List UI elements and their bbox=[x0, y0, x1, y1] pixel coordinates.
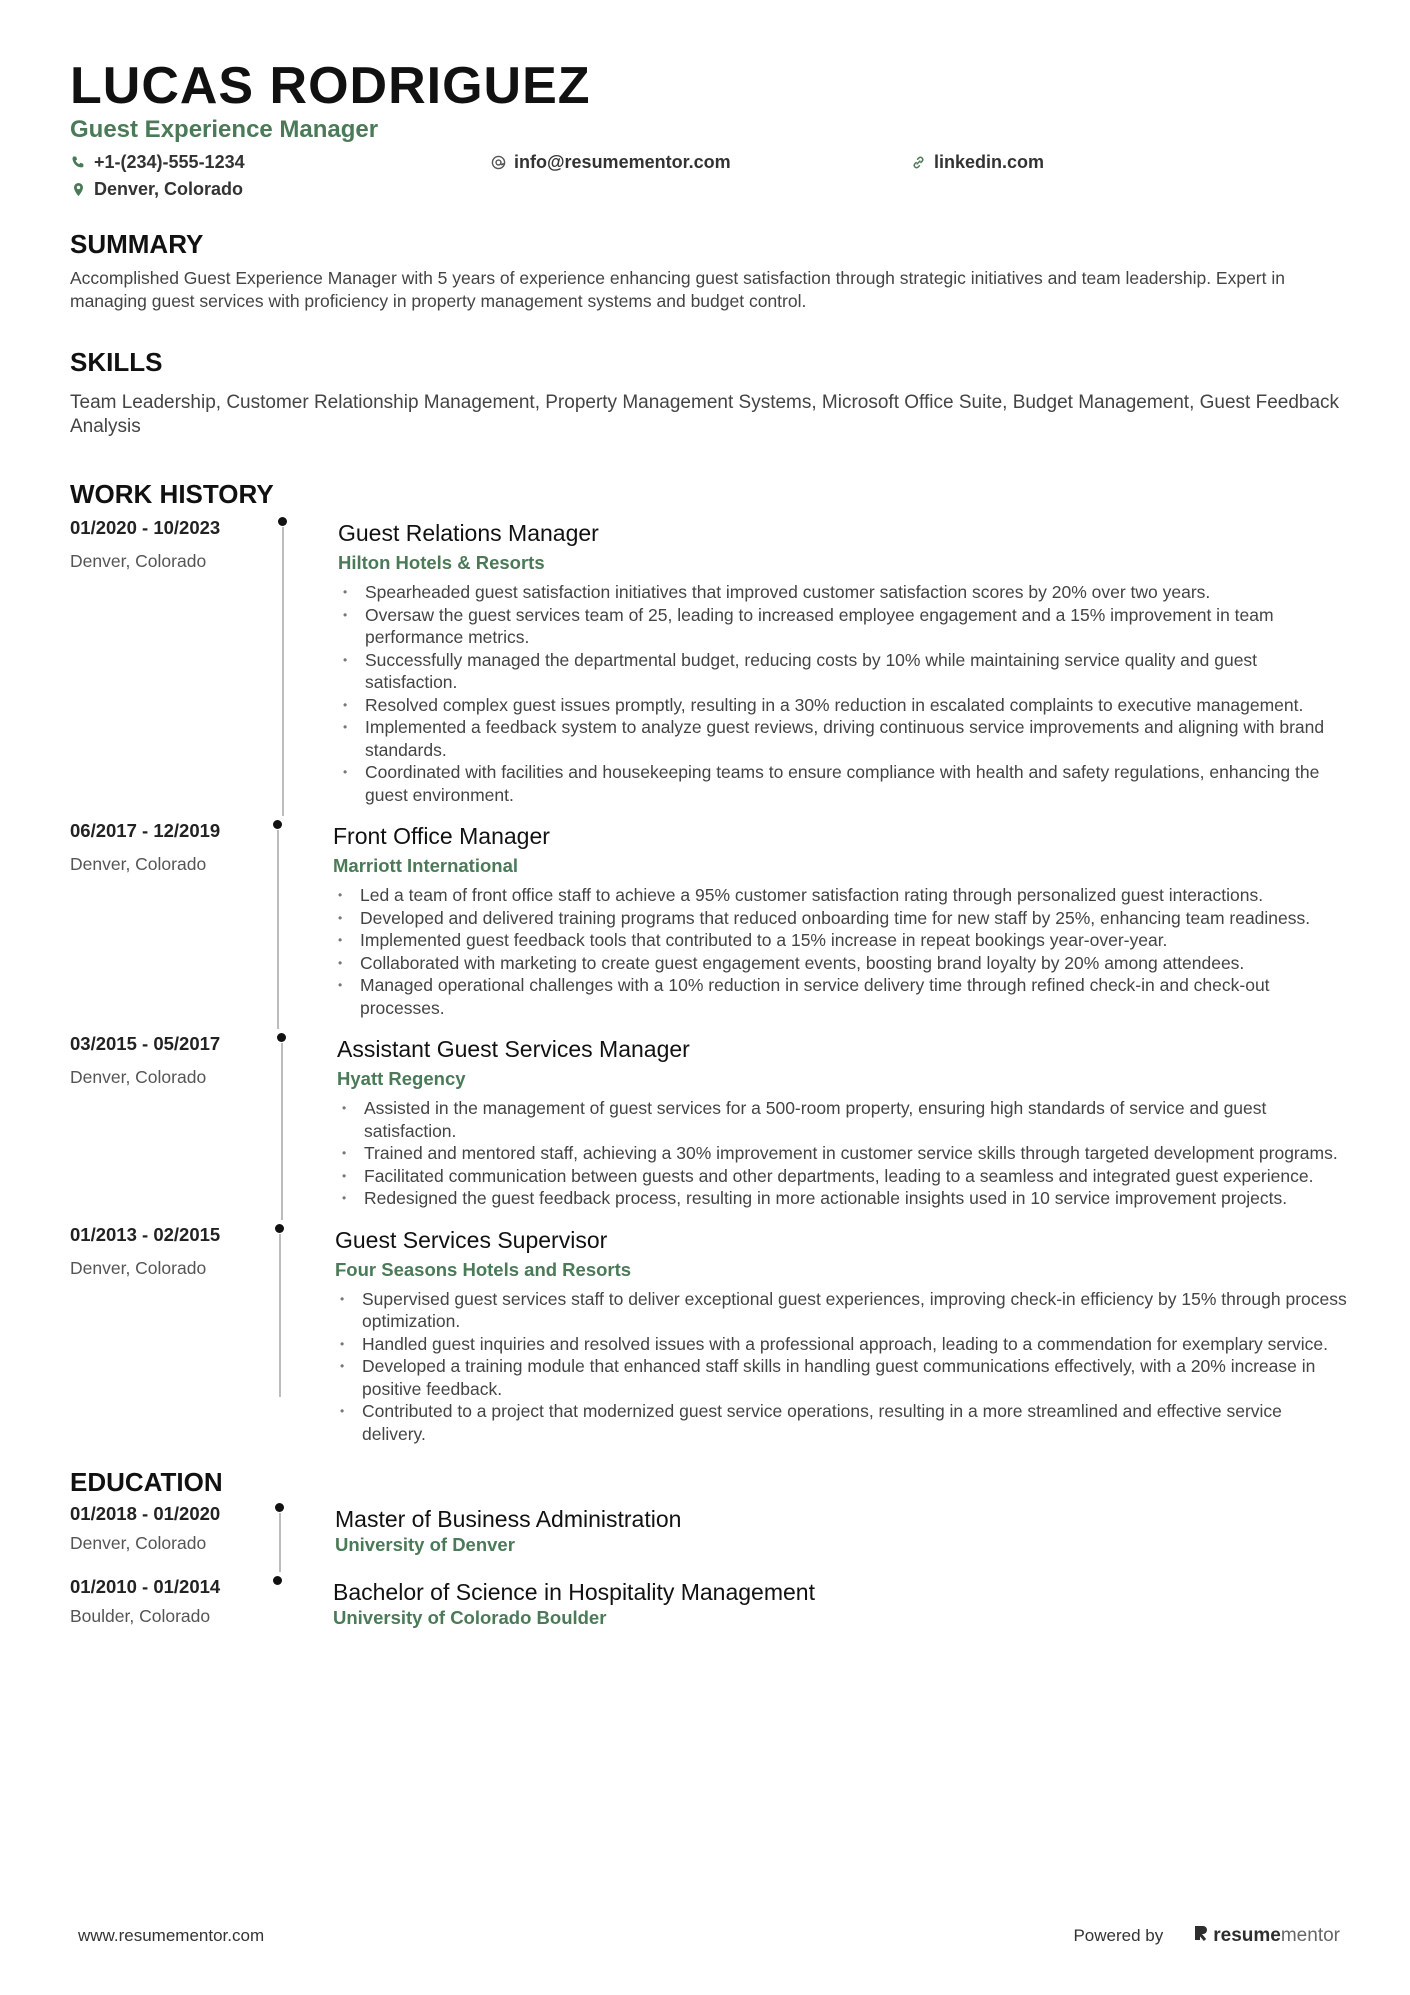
contact-location bbox=[70, 179, 490, 199]
job-bullet: • Facilitated communication between guests and other departments, leading to a seamless and integrated guest experience. bbox=[337, 1165, 1350, 1188]
education-entry bbox=[70, 1503, 1350, 1576]
timeline-line bbox=[277, 830, 279, 1029]
brand-logo[interactable] bbox=[1193, 1924, 1340, 1948]
job-bullet: • Supervised guest services staff to deliver exceptional guest experiences, improving check-in efficiency by 15% through process optimization. bbox=[335, 1288, 1350, 1333]
timeline-dot bbox=[273, 1576, 282, 1585]
education-entry bbox=[70, 1576, 1350, 1629]
timeline-dot bbox=[277, 1033, 286, 1042]
job-bullet: • Led a team of front office staff to achieve a 95% customer satisfaction rating through personalized guest interactions. bbox=[333, 884, 1350, 907]
skills-section bbox=[70, 347, 1350, 439]
location-text: Denver, Colorado bbox=[94, 178, 244, 199]
job-entry bbox=[70, 1224, 1350, 1446]
job-bullet: • Implemented a feedback system to analyze guest reviews, driving continuous service improvements and aligning with brand standards. bbox=[338, 716, 1350, 761]
job-company: Marriott International bbox=[333, 855, 519, 876]
timeline-rail bbox=[281, 517, 283, 820]
job-title: Guest Experience Manager bbox=[70, 116, 379, 143]
contact-info bbox=[70, 152, 1350, 199]
candidate-name: LUCAS RODRIGUEZ bbox=[70, 57, 591, 115]
job-bullet: • Trained and mentored staff, achieving a 30% improvement in customer service skills through targeted development programs. bbox=[337, 1142, 1350, 1165]
timeline-rail bbox=[278, 1224, 280, 1402]
timeline-rail bbox=[280, 1033, 282, 1224]
job-bullets bbox=[338, 581, 1350, 806]
timeline-line bbox=[281, 1043, 283, 1220]
education-degree: Master of Business Administration bbox=[335, 1506, 682, 1532]
job-role: Guest Relations Manager bbox=[338, 520, 599, 546]
job-company: Four Seasons Hotels and Resorts bbox=[335, 1258, 632, 1280]
job-location: Denver, Colorado bbox=[70, 1067, 207, 1087]
resumementor-logo-icon bbox=[1193, 1924, 1213, 1948]
timeline-dot bbox=[278, 517, 287, 526]
at-icon bbox=[490, 154, 506, 170]
job-bullet: • Developed a training module that enhanced staff skills in handling guest communications effectively, with a 20% increase in positive feedback. bbox=[335, 1355, 1350, 1400]
resume-page bbox=[70, 56, 1350, 1629]
job-location: Denver, Colorado bbox=[70, 1257, 207, 1278]
job-dates: 03/2015 - 05/2017 bbox=[70, 1033, 221, 1054]
summary-heading: SUMMARY bbox=[70, 229, 204, 259]
education-dates: 01/2018 - 01/2020 bbox=[70, 1503, 221, 1524]
phone-icon bbox=[70, 154, 86, 170]
contact-email[interactable] bbox=[490, 152, 910, 172]
job-company: Hilton Hotels & Resorts bbox=[338, 552, 545, 573]
education-location: Denver, Colorado bbox=[70, 1533, 207, 1553]
job-entry bbox=[70, 517, 1350, 820]
job-dates: 01/2013 - 02/2015 bbox=[70, 1223, 221, 1245]
contact-phone[interactable] bbox=[70, 152, 490, 172]
job-company: Hyatt Regency bbox=[337, 1068, 466, 1089]
education-heading: EDUCATION bbox=[70, 1467, 223, 1497]
work-history-heading: WORK HISTORY bbox=[70, 479, 274, 509]
job-bullet: • Assisted in the management of guest services for a 500-room property, ensuring high standards of service and guest satisfaction. bbox=[337, 1097, 1350, 1142]
job-location: Denver, Colorado bbox=[70, 854, 207, 874]
job-role: Front Office Manager bbox=[333, 823, 550, 849]
job-bullet: • Collaborated with marketing to create guest engagement events, boosting brand loyalty by 20% among attendees. bbox=[333, 952, 1350, 975]
job-bullet: • Successfully managed the departmental budget, reducing costs by 10% while maintaining service quality and guest satisfaction. bbox=[338, 649, 1350, 694]
powered-by bbox=[1073, 1924, 1340, 1948]
summary-section bbox=[70, 229, 1350, 313]
skills-text: Team Leadership, Customer Relationship Management, Property Management Systems, Microsoft Office Suite, Budget Management, Guest Feedback Analysis bbox=[70, 392, 1340, 437]
job-location: Denver, Colorado bbox=[70, 551, 207, 571]
job-role: Assistant Guest Services Manager bbox=[337, 1036, 690, 1062]
education-degree: Bachelor of Science in Hospitality Management bbox=[333, 1579, 815, 1605]
job-bullet: • Spearheaded guest satisfaction initiatives that improved customer satisfaction scores by 20% over two years. bbox=[338, 581, 1350, 604]
work-history-section bbox=[70, 479, 1350, 1445]
job-dates: 06/2017 - 12/2019 bbox=[70, 820, 221, 841]
timeline-dot bbox=[275, 1503, 284, 1512]
job-bullet: • Coordinated with facilities and housekeeping teams to ensure compliance with health and safety regulations, enhancing the guest environment. bbox=[338, 761, 1350, 806]
page-footer bbox=[78, 1924, 1340, 1948]
job-dates: 01/2020 - 10/2023 bbox=[70, 517, 221, 538]
timeline-rail bbox=[278, 1503, 280, 1576]
education-school: University of Colorado Boulder bbox=[333, 1607, 607, 1628]
timeline-line bbox=[279, 1234, 281, 1398]
job-bullet: • Handled guest inquiries and resolved issues with a professional approach, leading to a commendation for exemplary service. bbox=[335, 1333, 1350, 1356]
timeline-dot bbox=[275, 1224, 284, 1233]
job-bullets bbox=[333, 884, 1350, 1019]
link-icon bbox=[910, 154, 926, 170]
timeline-rail bbox=[276, 820, 278, 1033]
linkedin-text: linkedin.com bbox=[934, 151, 1045, 172]
email-text: info@resumementor.com bbox=[514, 151, 731, 172]
summary-text: Accomplished Guest Experience Manager with 5 years of experience enhancing guest satisfaction through strategic initiatives and team leadership. Expert in managing guest services with proficiency in property management systems and budget control. bbox=[70, 268, 1285, 311]
job-role: Guest Services Supervisor bbox=[335, 1226, 608, 1253]
timeline-dot bbox=[273, 820, 282, 829]
education-section bbox=[70, 1467, 1350, 1629]
brand-name-bold: resume bbox=[1213, 1925, 1281, 1946]
job-bullet: • Redesigned the guest feedback process, resulting in more actionable insights used in 10 service improvement projects. bbox=[337, 1187, 1350, 1210]
brand-name-light: mentor bbox=[1280, 1925, 1340, 1946]
powered-by-label: Powered by bbox=[1073, 1926, 1164, 1945]
map-pin-icon bbox=[70, 181, 86, 197]
job-bullet: • Managed operational challenges with a 10% reduction in service delivery time through refined check-in and check-out processes. bbox=[333, 974, 1350, 1019]
footer-site-link[interactable]: www.resumementor.com bbox=[78, 1926, 265, 1945]
phone-text: +1-(234)-555-1234 bbox=[94, 151, 245, 172]
job-bullet: • Developed and delivered training programs that reduced onboarding time for new staff by 25%, enhancing team readiness. bbox=[333, 907, 1350, 930]
job-bullet: • Oversaw the guest services team of 25, leading to increased employee engagement and a 15% improvement in team performance metrics. bbox=[338, 604, 1350, 649]
timeline-rail bbox=[276, 1576, 278, 1629]
contact-linkedin[interactable] bbox=[910, 152, 1310, 172]
skills-heading: SKILLS bbox=[70, 347, 163, 377]
job-bullet: • Contributed to a project that modernized guest service operations, resulting in a more streamlined and effective service delivery. bbox=[335, 1400, 1350, 1445]
job-entry bbox=[70, 1033, 1350, 1224]
education-dates: 01/2010 - 01/2014 bbox=[70, 1576, 221, 1597]
timeline-line bbox=[279, 1513, 281, 1572]
job-bullet: • Implemented guest feedback tools that contributed to a 15% increase in repeat bookings year-over-year. bbox=[333, 929, 1350, 952]
job-bullets bbox=[335, 1288, 1350, 1446]
education-location: Boulder, Colorado bbox=[70, 1606, 211, 1626]
education-school: University of Denver bbox=[335, 1534, 515, 1555]
job-bullets bbox=[337, 1097, 1350, 1210]
job-entry bbox=[70, 820, 1350, 1033]
job-bullet: • Resolved complex guest issues promptly, resulting in a 30% reduction in escalated complaints to executive management. bbox=[338, 694, 1350, 717]
timeline-line bbox=[282, 527, 284, 816]
